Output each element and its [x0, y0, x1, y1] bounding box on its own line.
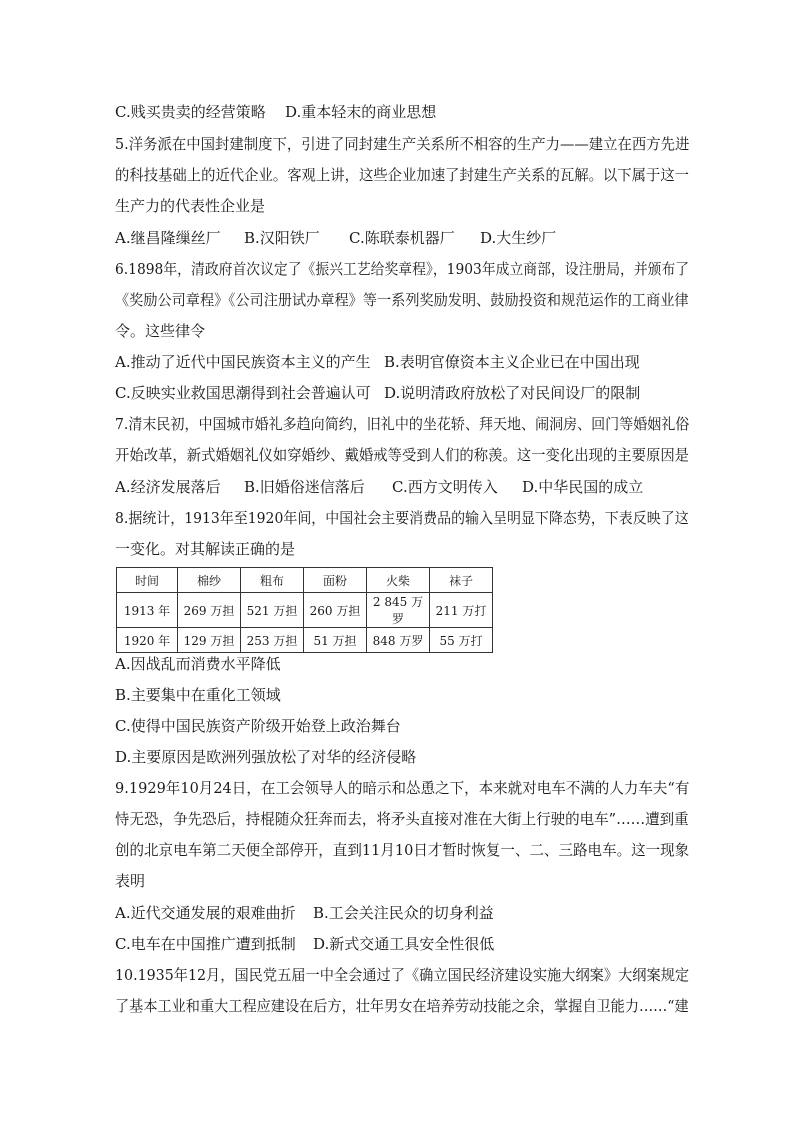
q7-option-d: D.中华民国的成立 [522, 478, 644, 496]
q6-option-c: C.反映实业救国思潮得到社会普遍认可 [115, 384, 371, 402]
table-header-cell: 袜子 [430, 568, 493, 593]
table-cell: 848 万罗 [367, 628, 430, 653]
q7-stem-line: 7.清末民初，中国城市婚礼多趋向简约，旧礼中的坐花轿、拜天地、闹洞房、回门等婚姻礼俗 [115, 415, 690, 433]
table-cell: 211 万打 [430, 593, 493, 628]
table-cell: 1920 年 [117, 628, 178, 653]
table-cell: 260 万担 [304, 593, 367, 628]
table-cell: 129 万担 [178, 628, 241, 653]
q9-stem-line: 恃无恐，争先恐后，持棍随众狂奔而去，将矛头直接对准在大街上行驶的电车”……遭到重 [115, 810, 689, 828]
q4-option-c: C.贱买贵卖的经营策略 [115, 103, 266, 121]
q5-stem-line: 5.洋务派在中国封建制度下，引进了同封建生产关系所不相容的生产力——建立在西方先进 [115, 135, 690, 153]
table-cell: 521 万担 [241, 593, 304, 628]
q4-option-d: D.重本轻末的商业思想 [285, 103, 437, 121]
q9-option-c: C.电车在中国推广遭到抵制 [115, 935, 296, 953]
q8-stem-line: 一变化。对其解读正确的是 [115, 540, 296, 558]
q9-option-d: D.新式交通工具安全性很低 [313, 935, 495, 953]
q6-stem-line: 《奖励公司章程》《公司注册试办章程》等一系列奖励发明、鼓励投资和规范运作的工商业律 [115, 291, 689, 309]
q7-option-c: C.西方文明传入 [392, 478, 498, 496]
table-cell: 51 万担 [304, 628, 367, 653]
q6-stem-line: 6.1898年，清政府首次议定了《振兴工艺给奖章程》，1903年成立商部，设注册局，并颁布了 [115, 260, 690, 278]
q7-option-b: B.旧婚俗迷信落后 [244, 478, 365, 496]
q6-stem-line: 令。这些律令 [115, 322, 206, 340]
q6-option-b: B.表明官僚资本主义企业已在中国出现 [384, 353, 640, 371]
q9-stem-line: 9.1929年10月24日，在工会领导人的暗示和怂恿之下，本来就对电车不满的人力车夫“有 [115, 779, 690, 797]
q5-stem-line: 的科技基础上的近代企业。客观上讲，这些企业加速了封建生产关系的瓦解。以下属于这一 [115, 166, 690, 184]
q5-option-d: D.大生纱厂 [480, 229, 557, 247]
table-header-cell: 火柴 [367, 568, 430, 593]
table-cell: 2 845 万罗 [367, 593, 430, 628]
q10-stem-line: 了基本工业和重大工程应建设在后方，壮年男女在培养劳动技能之余，掌握自卫能力……“建 [115, 997, 689, 1015]
table-cell: 55 万打 [430, 628, 493, 653]
q9-option-b: B.工会关注民众的切身利益 [313, 904, 494, 922]
table-header-cell: 面粉 [304, 568, 367, 593]
table-header-cell: 时间 [117, 568, 178, 593]
q10-stem-line: 10.1935年12月，国民党五届一中全会通过了《确立国民经济建设实施大纲案》大纲案规定 [115, 966, 690, 984]
table-row [117, 628, 493, 653]
q8-option-d: D.主要原因是欧洲列强放松了对华的经济侵略 [115, 748, 417, 766]
q7-stem-line: 开始改革，新式婚姻礼仪如穿婚纱、戴婚戒等受到人们的称羡。这一变化出现的主要原因是 [115, 446, 690, 464]
q5-option-a: A.继昌隆缫丝厂 [115, 229, 221, 247]
q8-stem-line: 8.据统计，1913年至1920年间，中国社会主要消费品的输入呈明显下降态势，下表反映了这 [115, 509, 689, 527]
table-cell: 253 万担 [241, 628, 304, 653]
q5-option-b: B.汉阳铁厂 [244, 229, 320, 247]
table-cell: 1913 年 [117, 593, 178, 628]
q9-stem-line: 表明 [115, 872, 146, 890]
q8-option-a: A.因战乱而消费水平降低 [115, 655, 281, 673]
q9-option-a: A.近代交通发展的艰难曲折 [115, 904, 296, 922]
import-table [116, 567, 493, 653]
q5-stem-line: 生产力的代表性企业是 [115, 197, 266, 215]
table-header-row [117, 568, 493, 593]
q5-option-c: C.陈联泰机器厂 [349, 229, 455, 247]
q8-option-b: B.主要集中在重化工领域 [115, 686, 281, 704]
table-header-cell: 棉纱 [178, 568, 241, 593]
table-header-cell: 粗布 [241, 568, 304, 593]
q8-option-c: C.使得中国民族资产阶级开始登上政治舞台 [115, 717, 401, 735]
q6-option-d: D.说明清政府放松了对民间设厂的限制 [384, 384, 641, 402]
table-cell: 269 万担 [178, 593, 241, 628]
q9-stem-line: 创的北京电车第二天便全部停开，直到11月10日才暂时恢复一、二、三路电车。这一现象 [115, 841, 690, 859]
table-row [117, 593, 493, 628]
q7-option-a: A.经济发展落后 [115, 478, 221, 496]
q6-option-a: A.推动了近代中国民族资本主义的产生 [115, 353, 371, 371]
